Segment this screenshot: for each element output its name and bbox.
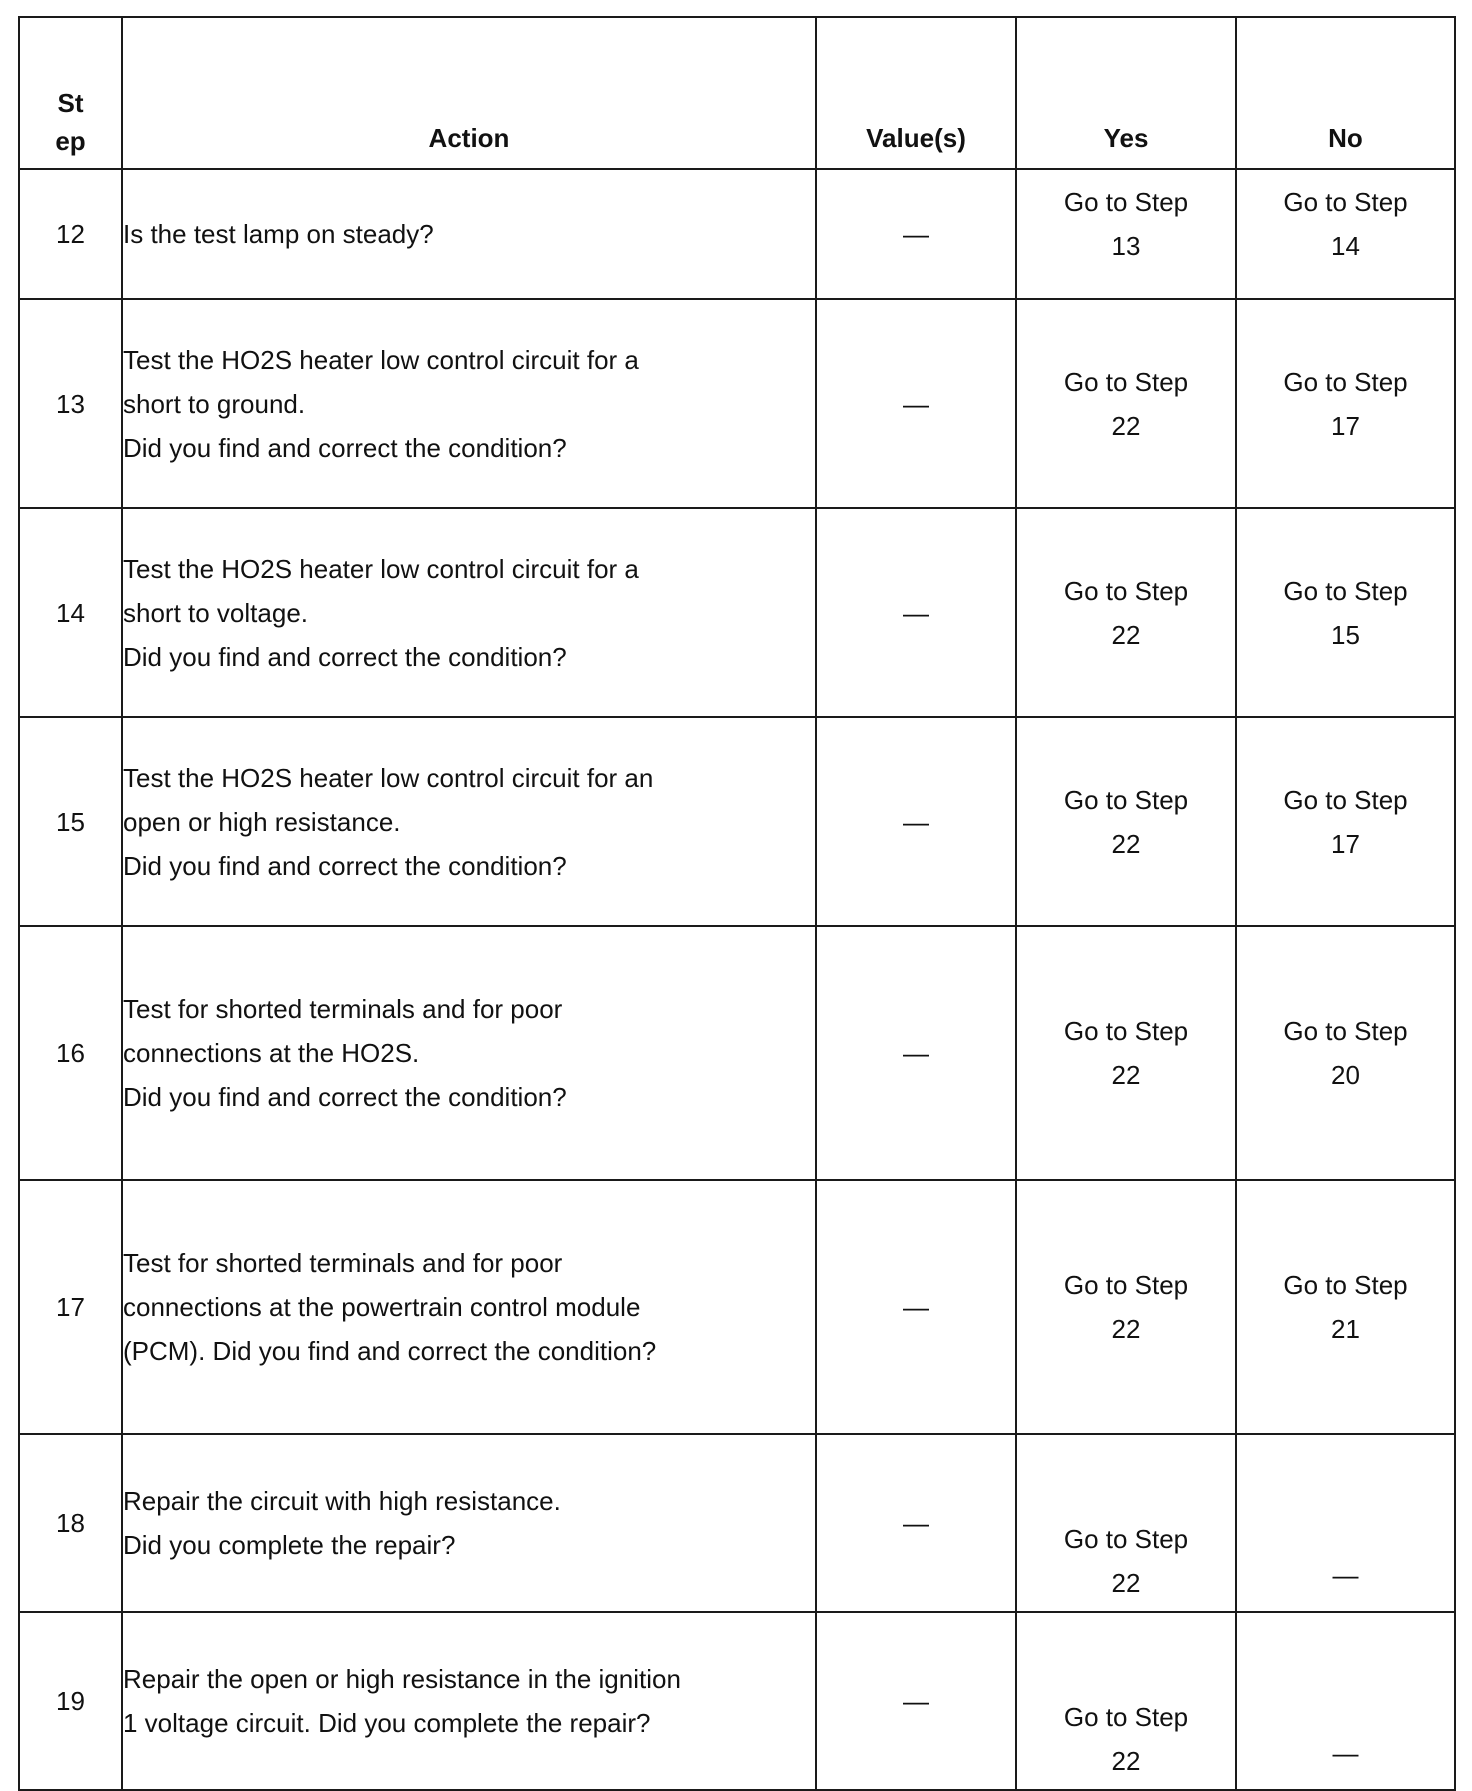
value-cell: — (816, 508, 1016, 717)
action-line: Is the test lamp on steady? (123, 219, 434, 249)
yes-cell (1016, 169, 1236, 299)
action-text (122, 926, 816, 1180)
yes-cell (1016, 1180, 1236, 1434)
step-number: 15 (19, 717, 122, 926)
yes-column-header: Yes (1016, 17, 1236, 169)
no-line: Go to Step (1283, 187, 1408, 217)
action-line: Did you find and correct the condition? (123, 641, 567, 672)
step-number: 13 (19, 299, 122, 508)
no-cell (1236, 299, 1455, 508)
action-text (122, 169, 816, 299)
diagnostic-steps-table (18, 16, 1456, 1791)
no-step: 21 (1331, 1314, 1360, 1344)
table-row (19, 508, 1455, 717)
yes-line: Go to Step (1063, 1702, 1189, 1732)
yes-cell (1016, 299, 1236, 508)
action-line: short to ground. (123, 388, 306, 419)
step-header-line1: St (57, 88, 84, 118)
action-column-header: Action (122, 17, 816, 169)
action-line: short to voltage. (123, 597, 308, 628)
no-dash: — (1332, 1738, 1359, 1768)
yes-line: Go to Step (1063, 187, 1189, 217)
no-step: 20 (1331, 1060, 1360, 1090)
yes-line: Go to Step (1063, 784, 1189, 815)
step-header-line2: ep (55, 126, 86, 156)
no-cell (1236, 169, 1455, 299)
action-line: Test the HO2S heater low control circuit for a (123, 553, 639, 584)
action-text (122, 1180, 816, 1434)
yes-cell (1016, 508, 1236, 717)
action-line: Test the HO2S heater low control circuit for a (123, 344, 639, 375)
action-line: Did you complete the repair? (123, 1530, 456, 1560)
action-line: open or high resistance. (123, 806, 401, 837)
step-number: 19 (19, 1612, 122, 1790)
yes-line: Go to Step (1063, 1524, 1189, 1554)
step-number: 14 (19, 508, 122, 717)
action-line: Did you find and correct the condition? (123, 432, 567, 463)
no-step: 17 (1331, 410, 1360, 441)
yes-cell (1016, 926, 1236, 1180)
yes-line: Go to Step (1063, 575, 1189, 606)
action-text (122, 508, 816, 717)
no-dash: — (1332, 1560, 1359, 1590)
table-row (19, 717, 1455, 926)
action-text (122, 717, 816, 926)
value-cell: — (816, 1180, 1016, 1434)
no-line: Go to Step (1283, 1270, 1408, 1300)
value-cell: — (816, 1434, 1016, 1612)
table-row (19, 169, 1455, 299)
step-number: 12 (19, 169, 122, 299)
no-cell (1236, 926, 1455, 1180)
yes-line: Go to Step (1063, 1016, 1189, 1046)
no-step: 14 (1331, 231, 1360, 261)
yes-line: Go to Step (1063, 366, 1189, 397)
table-row (19, 299, 1455, 508)
action-text (122, 1612, 816, 1790)
yes-step: 22 (1111, 1746, 1141, 1776)
table-row (19, 926, 1455, 1180)
no-line: Go to Step (1283, 1016, 1408, 1046)
action-line: (PCM). Did you find and correct the condition? (123, 1336, 657, 1366)
table-row (19, 1612, 1455, 1790)
no-cell (1236, 508, 1455, 717)
step-column-header (19, 17, 122, 169)
yes-cell (1016, 717, 1236, 926)
value-cell: — (816, 717, 1016, 926)
no-line: Go to Step (1283, 784, 1408, 815)
action-text (122, 1434, 816, 1612)
action-line: Repair the circuit with high resistance. (123, 1486, 561, 1516)
value-cell: — (816, 299, 1016, 508)
step-number: 18 (19, 1434, 122, 1612)
yes-step: 22 (1111, 828, 1141, 859)
no-cell (1236, 1434, 1455, 1612)
yes-step: 22 (1111, 1314, 1141, 1344)
yes-step: 22 (1111, 410, 1141, 441)
no-step: 15 (1331, 619, 1360, 650)
action-line: Did you find and correct the condition? (123, 850, 567, 881)
action-line: 1 voltage circuit. Did you complete the repair? (123, 1708, 651, 1738)
no-cell (1236, 1180, 1455, 1434)
table-row (19, 1434, 1455, 1612)
values-column-header: Value(s) (816, 17, 1016, 169)
yes-cell (1016, 1612, 1236, 1790)
no-step: 17 (1331, 828, 1360, 859)
yes-step: 22 (1111, 1568, 1141, 1598)
step-number: 17 (19, 1180, 122, 1434)
yes-line: Go to Step (1063, 1270, 1189, 1300)
value-cell: — (816, 926, 1016, 1180)
action-line: Test for shorted terminals and for poor (123, 994, 563, 1024)
no-line: Go to Step (1283, 366, 1408, 397)
yes-cell (1016, 1434, 1236, 1612)
action-line: connections at the HO2S. (123, 1038, 420, 1068)
no-column-header: No (1236, 17, 1455, 169)
no-line: Go to Step (1283, 575, 1408, 606)
table-row (19, 1180, 1455, 1434)
value-cell: — (816, 1612, 1016, 1790)
action-line: connections at the powertrain control module (123, 1292, 641, 1322)
table-header-row (19, 17, 1455, 169)
no-cell (1236, 717, 1455, 926)
no-cell (1236, 1612, 1455, 1790)
yes-step: 22 (1111, 619, 1141, 650)
step-number: 16 (19, 926, 122, 1180)
action-line: Test the HO2S heater low control circuit for an (123, 762, 654, 793)
value-cell: — (816, 169, 1016, 299)
action-line: Did you find and correct the condition? (123, 1082, 567, 1112)
action-text (122, 299, 816, 508)
yes-step: 13 (1111, 231, 1141, 261)
action-line: Test for shorted terminals and for poor (123, 1248, 563, 1278)
yes-step: 22 (1111, 1060, 1141, 1090)
action-line: Repair the open or high resistance in the ignition (123, 1664, 681, 1694)
